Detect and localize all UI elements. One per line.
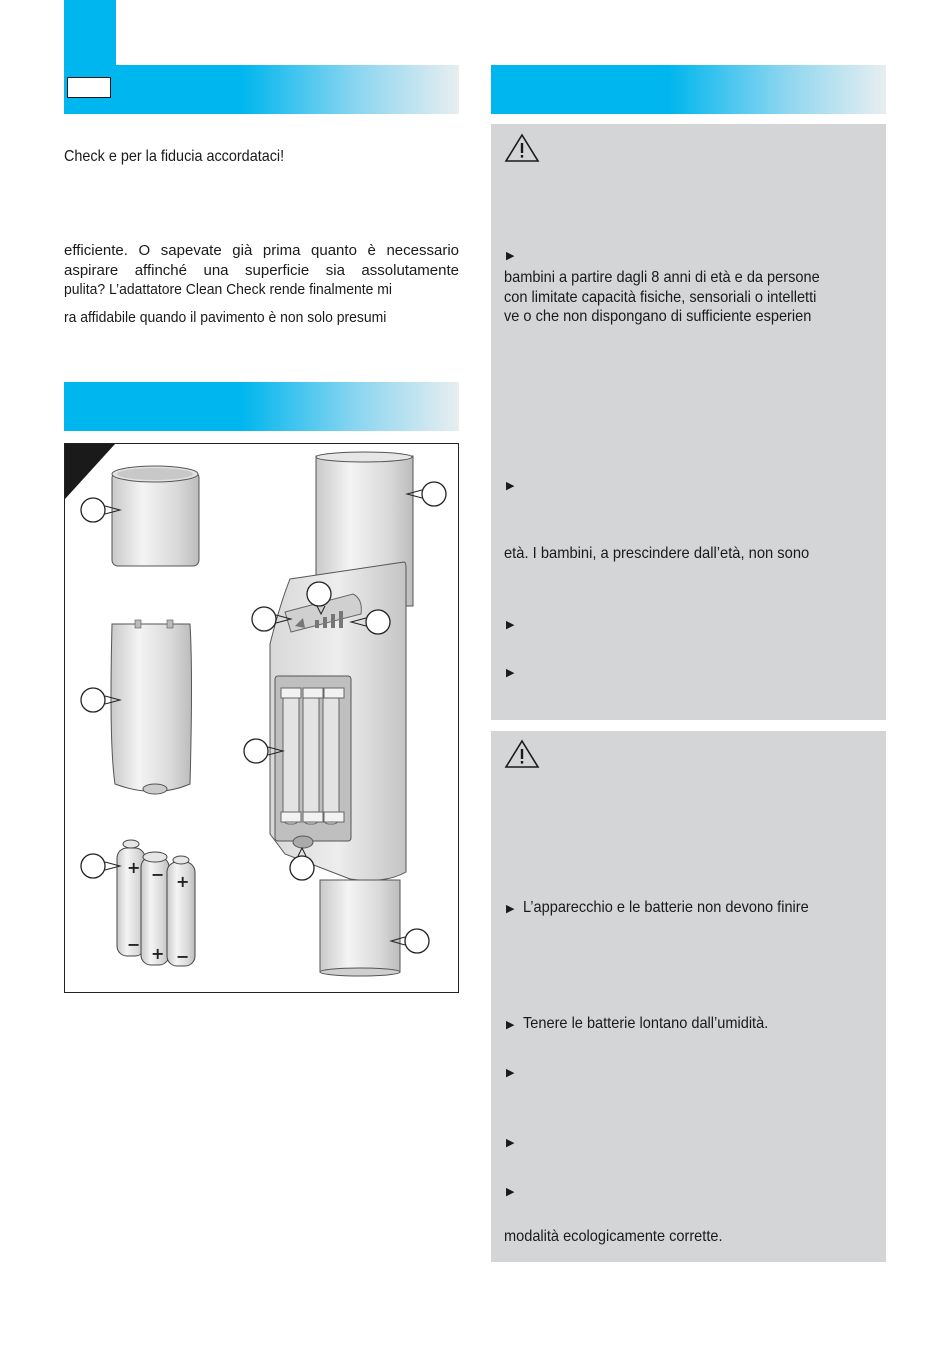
- warning-box-batteries: [491, 731, 886, 1262]
- svg-text:+: +: [151, 944, 165, 963]
- bullet-arrow-icon: ▶: [506, 1067, 515, 1079]
- section-header-band-right: [491, 65, 886, 114]
- children-age-text: età. I bambini, a prescindere dall’età, non sono: [504, 545, 810, 562]
- disposal-closing-text: modalità ecologicamente corrette.: [504, 1228, 723, 1245]
- text-line: aspirare affinché una superficie sia assolutamente: [64, 261, 459, 279]
- svg-text:−: −: [127, 935, 141, 954]
- section-header-band-figure: [64, 382, 459, 431]
- intro-paragraph-1: Check e per la fiducia accordataci!: [64, 148, 285, 165]
- svg-text:−: −: [151, 865, 165, 884]
- bullet-arrow-icon: ▶: [506, 619, 515, 631]
- warning-triangle-icon: [504, 133, 540, 163]
- clean-check-adapter-illustration: [65, 444, 459, 993]
- battery-moisture-bullet: Tenere le batterie lontano dall’umidità.: [523, 1015, 769, 1032]
- intro-paragraph-2: [64, 241, 459, 300]
- text-line: bambini a partire dagli 8 anni di età e da persone: [504, 269, 820, 286]
- text-line: efficiente. O sapevate già prima quanto è necessario: [64, 242, 459, 259]
- text-line: pulita? L’adattatore Clean Check rende finalmente mi: [64, 281, 393, 298]
- svg-text:+: +: [127, 858, 141, 877]
- bullet-arrow-icon: ▶: [506, 667, 515, 679]
- language-code-box: [67, 77, 111, 98]
- warning-triangle-icon: [504, 739, 540, 769]
- warning-box-children: [491, 124, 886, 720]
- text-line: con limitate capacità fisiche, sensoriali o intelletti: [504, 288, 817, 306]
- section-header-band-left: [64, 65, 459, 114]
- svg-text:−: −: [176, 947, 190, 966]
- page-tab-marker: [64, 0, 116, 66]
- children-usage-text: [504, 268, 851, 327]
- bullet-arrow-icon: ▶: [506, 903, 515, 915]
- battery-disposal-bullet: L’apparecchio e le batterie non devono finire: [523, 899, 809, 916]
- bullet-arrow-icon: ▶: [506, 1019, 515, 1031]
- text-line: ve o che non dispongano di sufficiente esperien: [504, 308, 812, 325]
- bullet-arrow-icon: ▶: [506, 1137, 515, 1149]
- svg-text:+: +: [176, 872, 190, 891]
- intro-paragraph-3: ra affidabile quando il pavimento è non solo presumi: [64, 309, 387, 326]
- product-components-figure: [64, 443, 459, 993]
- bullet-arrow-icon: ▶: [506, 1186, 515, 1198]
- bullet-arrow-icon: ▶: [506, 250, 515, 262]
- bullet-arrow-icon: ▶: [506, 480, 515, 492]
